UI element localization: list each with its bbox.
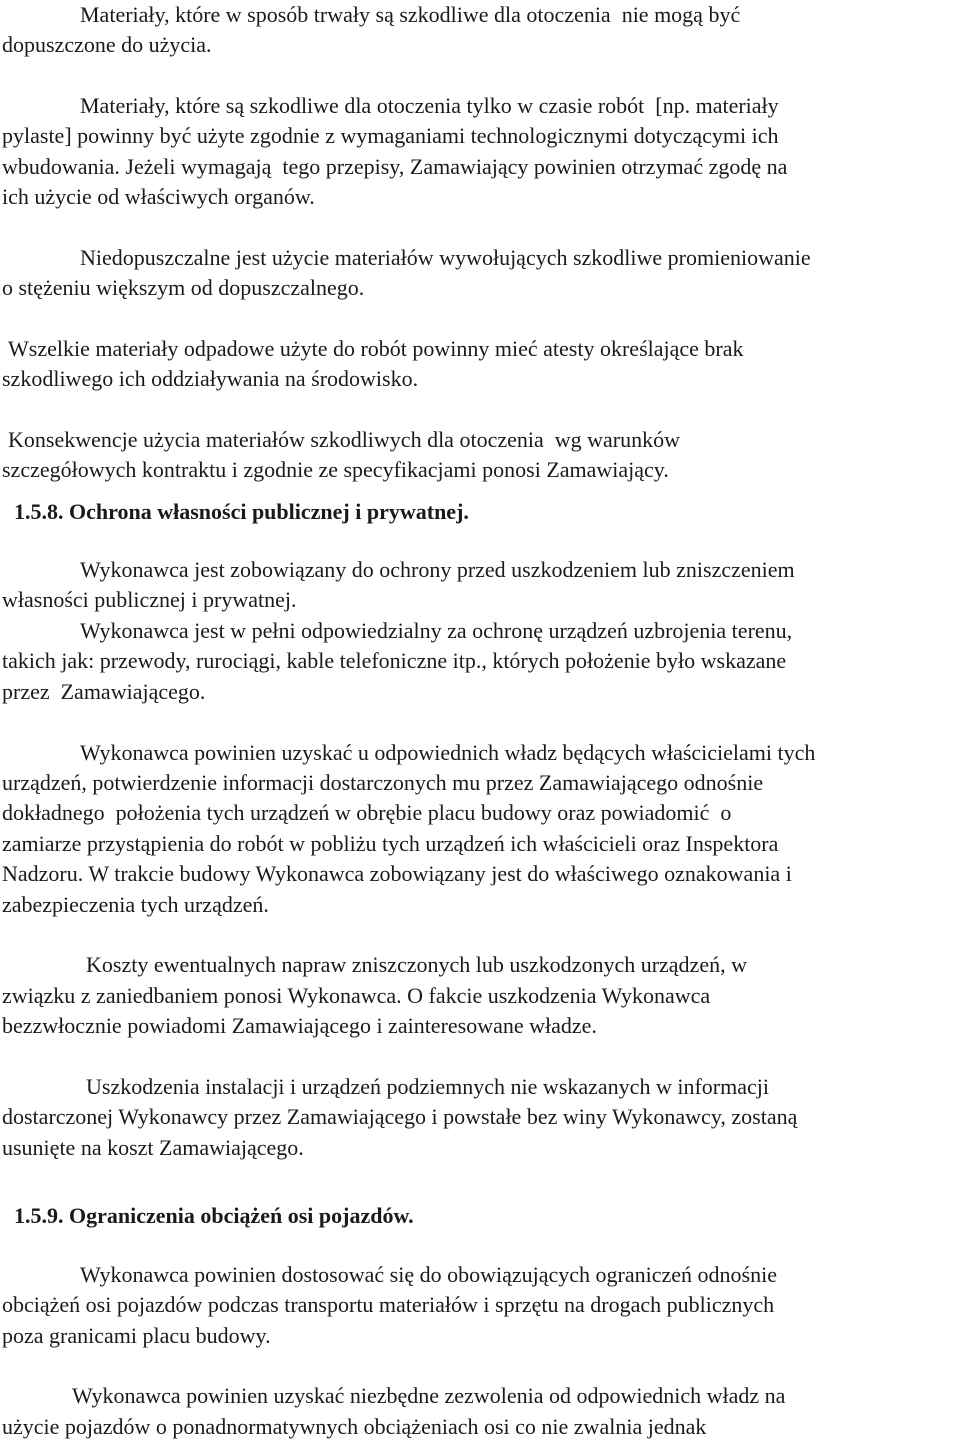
paragraph-line: użycie pojazdów o ponadnormatywnych obciążeniach osi co nie zwalnia jednak xyxy=(2,1414,707,1439)
paragraph-line: Materiały, które w sposób trwały są szkodliwe dla otoczenia nie mogą być xyxy=(80,2,741,27)
paragraph-line: Uszkodzenia instalacji i urządzeń podziemnych nie wskazanych w informacji xyxy=(86,1074,769,1099)
paragraph-line: o stężeniu większym od dopuszczalnego. xyxy=(2,275,365,300)
paragraph-line: związku z zaniedbaniem ponosi Wykonawca. O fakcie uszkodzenia Wykonawca xyxy=(2,983,711,1008)
paragraph-line: Wykonawca powinien uzyskać u odpowiednich władz będących właścicielami tych xyxy=(80,740,816,765)
paragraph-line: Materiały, które są szkodliwe dla otoczenia tylko w czasie robót [np. materiały xyxy=(80,93,779,118)
paragraph-line: pylaste] powinny być użyte zgodnie z wymaganiami technologicznymi dotyczącymi ich xyxy=(2,123,779,148)
paragraph-line: szkodliwego ich oddziaływania na środowisko. xyxy=(2,366,419,391)
paragraph-line: Wykonawca jest w pełni odpowiedzialny za ochronę urządzeń uzbrojenia terenu, xyxy=(80,618,793,643)
paragraph-line: urządzeń, potwierdzenie informacji dostarczonych mu przez Zamawiającego odnośnie xyxy=(2,770,764,795)
paragraph-line: takich jak: przewody, rurociągi, kable telefoniczne itp., których położenie było wskazane xyxy=(2,648,787,673)
paragraph-line: bezzwłocznie powiadomi Zamawiającego i zainteresowane władze. xyxy=(2,1013,597,1038)
section-heading: 1.5.9. Ograniczenia obciążeń osi pojazdów. xyxy=(14,1203,414,1228)
paragraph-line: obciążeń osi pojazdów podczas transportu materiałów i sprzętu na drogach publicznych xyxy=(2,1292,775,1317)
paragraph-line: Wszelkie materiały odpadowe użyte do robót powinny mieć atesty określające brak xyxy=(8,336,744,361)
paragraph-line: Wykonawca powinien dostosować się do obowiązujących ograniczeń odnośnie xyxy=(80,1262,777,1287)
paragraph-line: dopuszczone do użycia. xyxy=(2,32,212,57)
paragraph-line: zamiarze przystąpienia do robót w pobliżu tych urządzeń ich właścicieli oraz Inspektora xyxy=(2,831,779,856)
paragraph-line: Nadzoru. W trakcie budowy Wykonawca zobowiązany jest do właściwego oznakowania i xyxy=(2,861,792,886)
paragraph-line: Wykonawca powinien uzyskać niezbędne zezwolenia od odpowiednich władz na xyxy=(72,1383,786,1408)
paragraph-line: Niedopuszczalne jest użycie materiałów wywołujących szkodliwe promieniowanie xyxy=(80,245,811,270)
paragraph-line: dostarczonej Wykonawcy przez Zamawiającego i powstałe bez winy Wykonawcy, zostaną xyxy=(2,1104,798,1129)
paragraph-line: szczegółowych kontraktu i zgodnie ze specyfikacjami ponosi Zamawiający. xyxy=(2,457,669,482)
paragraph-line: dokładnego położenia tych urządzeń w obrębie placu budowy oraz powiadomić o xyxy=(2,800,732,825)
paragraph-line: poza granicami placu budowy. xyxy=(2,1323,271,1348)
paragraph-line: Koszty ewentualnych napraw zniszczonych lub uszkodzonych urządzeń, w xyxy=(86,952,747,977)
paragraph-line: Wykonawca jest zobowiązany do ochrony przed uszkodzeniem lub zniszczeniem xyxy=(80,557,795,582)
paragraph-line: usunięte na koszt Zamawiającego. xyxy=(2,1135,304,1160)
paragraph-line: przez Zamawiającego. xyxy=(2,679,206,704)
paragraph-line: zabezpieczenia tych urządzeń. xyxy=(2,892,269,917)
paragraph-line: Konsekwencje użycia materiałów szkodliwych dla otoczenia wg warunków xyxy=(8,427,680,452)
paragraph-line: ich użycie od właściwych organów. xyxy=(2,184,315,209)
section-heading: 1.5.8. Ochrona własności publicznej i prywatnej. xyxy=(14,499,469,524)
paragraph-line: wbudowania. Jeżeli wymagają tego przepisy, Zamawiający powinien otrzymać zgodę na xyxy=(2,154,788,179)
paragraph-line: własności publicznej i prywatnej. xyxy=(2,587,297,612)
